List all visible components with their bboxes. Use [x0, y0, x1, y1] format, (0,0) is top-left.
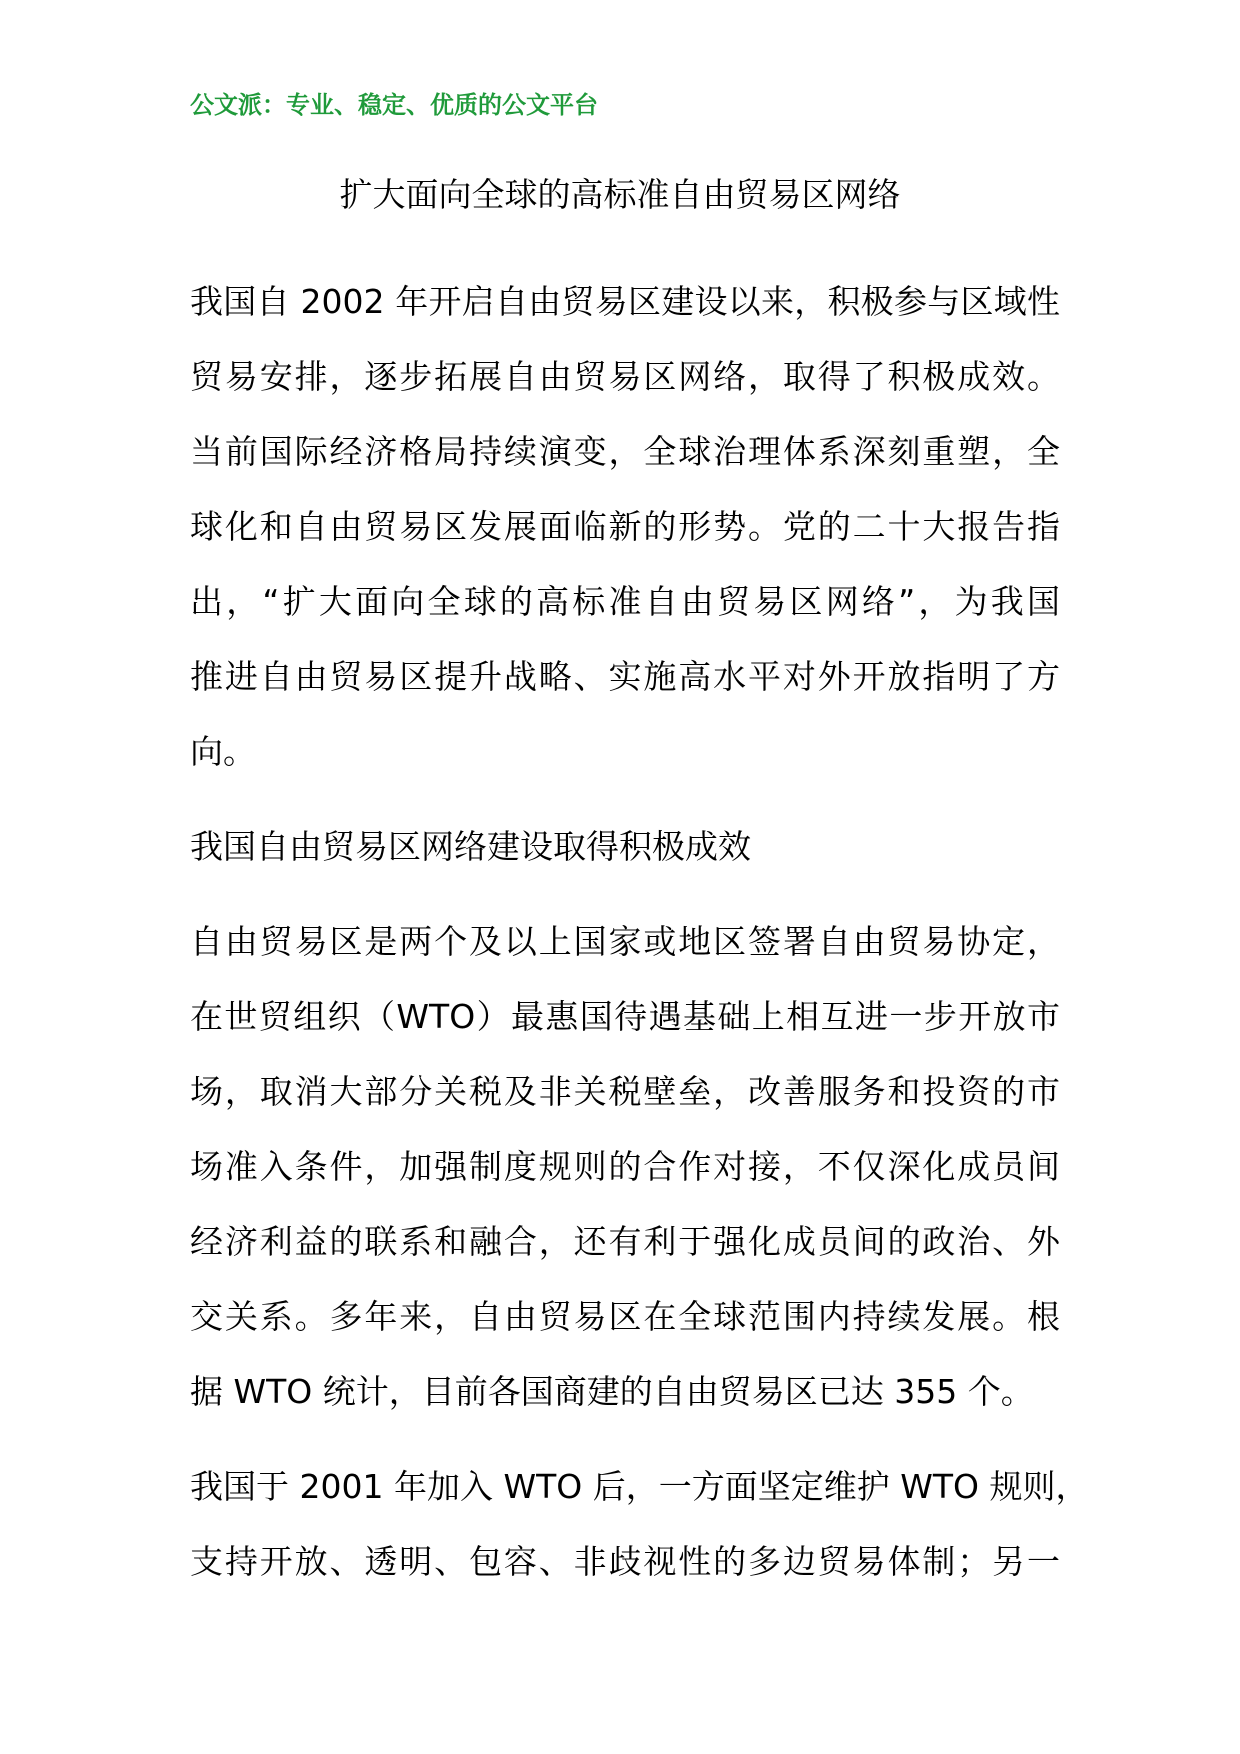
text-line: 自由贸易区是两个及以上国家或地区签署自由贸易协定，	[190, 922, 1060, 961]
text-line: 我国于 2001 年加入 WTO 后，一方面坚定维护 WTO 规则，	[190, 1467, 1089, 1506]
document-title: 扩大面向全球的高标准自由贸易区网络	[339, 175, 901, 214]
text-line: 出，“扩大面向全球的高标准自由贸易区网络”，为我国	[190, 582, 1060, 621]
section-heading: 我国自由贸易区网络建设取得积极成效	[190, 827, 751, 866]
brand-header: 公文派：专业、稳定、优质的公文平台	[190, 91, 598, 119]
paragraph-fta-definition	[190, 904, 1060, 1429]
paragraph-intro	[190, 264, 1060, 789]
text-line: 场，取消大部分关税及非关税壁垒，改善服务和投资的市	[190, 1072, 1060, 1111]
text-line: 球化和自由贸易区发展面临新的形势。党的二十大报告指	[190, 507, 1060, 546]
text-line: 向。	[190, 732, 256, 771]
document-body	[190, 264, 1089, 1619]
text-line: 支持开放、透明、包容、非歧视性的多边贸易体制；另一	[190, 1542, 1060, 1581]
paragraph-wto-accession	[190, 1449, 1089, 1599]
text-line: 我国自 2002 年开启自由贸易区建设以来，积极参与区域性	[190, 282, 1060, 321]
text-line: 场准入条件，加强制度规则的合作对接，不仅深化成员间	[190, 1147, 1060, 1186]
text-line: 交关系。多年来，自由贸易区在全球范围内持续发展。根	[190, 1297, 1060, 1336]
text-line: 在世贸组织（WTO）最惠国待遇基础上相互进一步开放市	[190, 997, 1060, 1036]
text-line: 据 WTO 统计，目前各国商建的自由贸易区已达 355 个。	[190, 1372, 1034, 1411]
text-line: 贸易安排，逐步拓展自由贸易区网络，取得了积极成效。	[190, 357, 1060, 396]
text-line: 经济利益的联系和融合，还有利于强化成员间的政治、外	[190, 1222, 1060, 1261]
text-line: 当前国际经济格局持续演变，全球治理体系深刻重塑，全	[190, 432, 1060, 471]
text-line: 推进自由贸易区提升战略、实施高水平对外开放指明了方	[190, 657, 1060, 696]
